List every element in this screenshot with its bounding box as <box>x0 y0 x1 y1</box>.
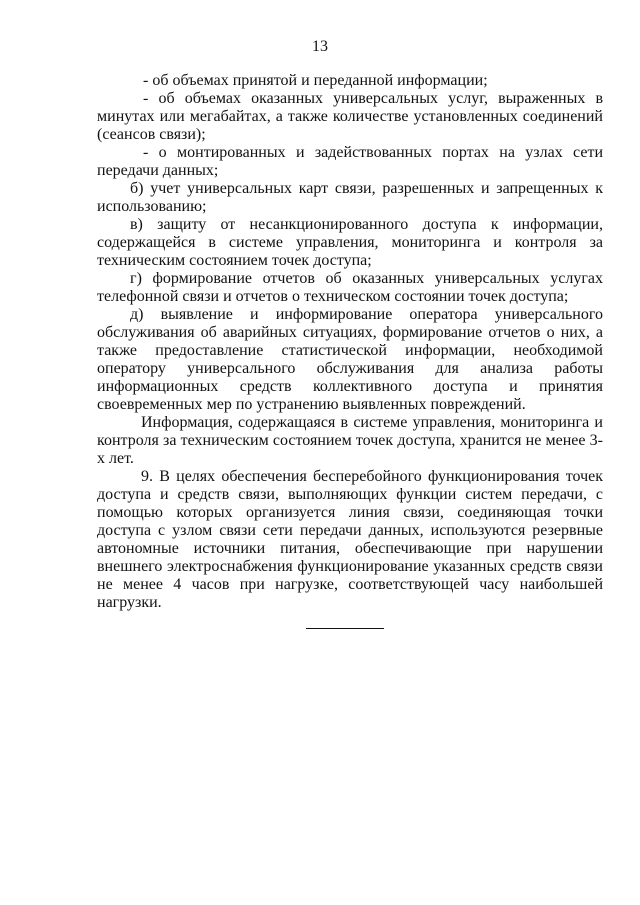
closing-divider <box>306 628 384 629</box>
document-body <box>97 72 603 612</box>
paragraph-network-ports: - о монтированных и задействованных портах на узлах сети передачи данных; <box>97 144 603 179</box>
paragraph-universal-services-volume: - об объемах оказанных универсальных услуг, выраженных в минутах или мегабайтах, а также количестве установленных соединений (сеансов связи); <box>97 90 603 143</box>
paragraph-storage-period: Информация, содержащаяся в системе управления, мониторинга и контроля за техническим состоянием точек доступа, хранится не менее 3-х лет. <box>97 414 603 467</box>
paragraph-received-transmitted-info: - об объемах принятой и переданной информации; <box>143 72 488 89</box>
paragraph-item-g: г) формирование отчетов об оказанных универсальных услугах телефонной связи и отчетов о техническом состоянии точек доступа; <box>97 270 603 305</box>
paragraph-section-9: 9. В целях обеспечения бесперебойного функционирования точек доступа и средств связи, выполняющих функции систем передачи, с помощью которых организуется линия связи, соединяющая точки доступа с узлом связи сети передачи данных, используются резервные автономные источники питания, обеспечивающие при нарушении внешнего электроснабжения функционирование указанных средств связи не менее 4 часов при нагрузке, соответствующей часу наибольшей нагрузки. <box>97 468 603 611</box>
paragraph-item-d: д) выявление и информирование оператора универсального обслуживания об аварийных ситуациях, формирование отчетов о них, а также предоставление статистической информации, необходимой оператору универсального обслуживания для анализа работы информационных средств коллективного доступа и принятия своевременных мер по устранению выявленных повреждений. <box>97 306 603 413</box>
paragraph-item-b: б) учет универсальных карт связи, разрешенных и запрещенных к использованию; <box>97 180 603 215</box>
page-number: 13 <box>312 38 328 55</box>
paragraph-item-v: в) защиту от несанкционированного доступа к информации, содержащейся в системе управления, мониторинга и контроля за техническим состоянием точек доступа; <box>97 216 603 269</box>
